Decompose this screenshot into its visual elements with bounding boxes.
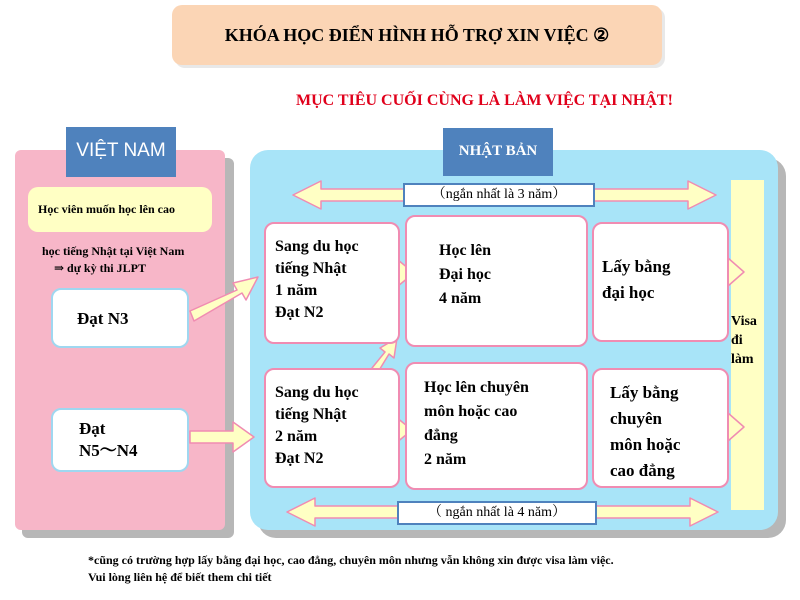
visa-line: làm [731,352,754,367]
box-line: Đại học [439,266,491,283]
box-line: Đạt N2 [275,450,324,467]
visa-line: đi [731,333,743,348]
box-line: Học lên [439,242,491,259]
n5-to-row2-arrow [190,422,254,452]
student-box: Học viên muốn học lên cao [28,187,212,232]
row1-university-box [405,215,588,347]
footnote [88,552,788,586]
study-note-line: ⇒ dự kỳ thi JLPT [54,261,146,275]
box-line: đại học [602,283,655,302]
box-line: cao đẳng [610,461,675,480]
row2-college-box [405,362,588,490]
box-line: 2 năm [275,428,318,445]
box-line: Lấy bằng [602,257,671,276]
duration-top-label: （ngắn nhất là 3 năm） [403,183,595,207]
page-title: KHÓA HỌC ĐIỂN HÌNH HỖ TRỢ XIN VIỆC ② [172,5,662,65]
visa-line: Visa [731,314,757,329]
box-line: 2 năm [424,451,467,468]
box-line: Lấy bằng [610,383,679,402]
row2-degree-box [592,368,729,488]
duration-bottom-label: （ ngắn nhất là 4 năm） [397,501,597,525]
box-line: môn hoặc [610,435,681,454]
row1-degree-box [592,222,729,342]
box-line: 1 năm [275,282,318,299]
box-line: môn hoặc cao [424,403,518,420]
japan-label: NHẬT BẢN [443,128,553,176]
goal-subtitle: MỤC TIÊU CUỐI CÙNG LÀ LÀM VIỆC TẠI NHẬT! [296,92,673,109]
n5-line: Đạt [79,419,106,438]
n5-line: N5〜N4 [79,441,138,460]
row1-study-abroad-box [264,222,400,344]
row2-study-abroad-box [264,368,400,488]
box-line: Sang du học [275,384,359,401]
vietnam-label: VIỆT NAM [66,127,176,177]
box-line: tiếng Nhật [275,260,347,277]
box-line: Học lên chuyên [424,379,529,396]
box-line: 4 năm [439,290,482,307]
study-note-line: học tiếng Nhật tại Việt Nam [42,244,185,258]
visa-label [731,312,771,369]
footnote-line: Vui lòng liên hệ để biết them chi tiết [88,570,272,584]
box-line: đẳng [424,427,458,444]
box-line: Sang du học [275,238,359,255]
box-line: chuyên [610,409,662,428]
box-line: Đạt N2 [275,304,324,321]
n3-to-row1-arrow [190,277,258,321]
n3-box: Đạt N3 [51,288,189,348]
footnote-line: *cũng có trường hợp lấy bằng đại học, cao đẳng, chuyên môn nhưng vẫn không xin được visa làm việc. [88,553,614,567]
box-line: tiếng Nhật [275,406,347,423]
